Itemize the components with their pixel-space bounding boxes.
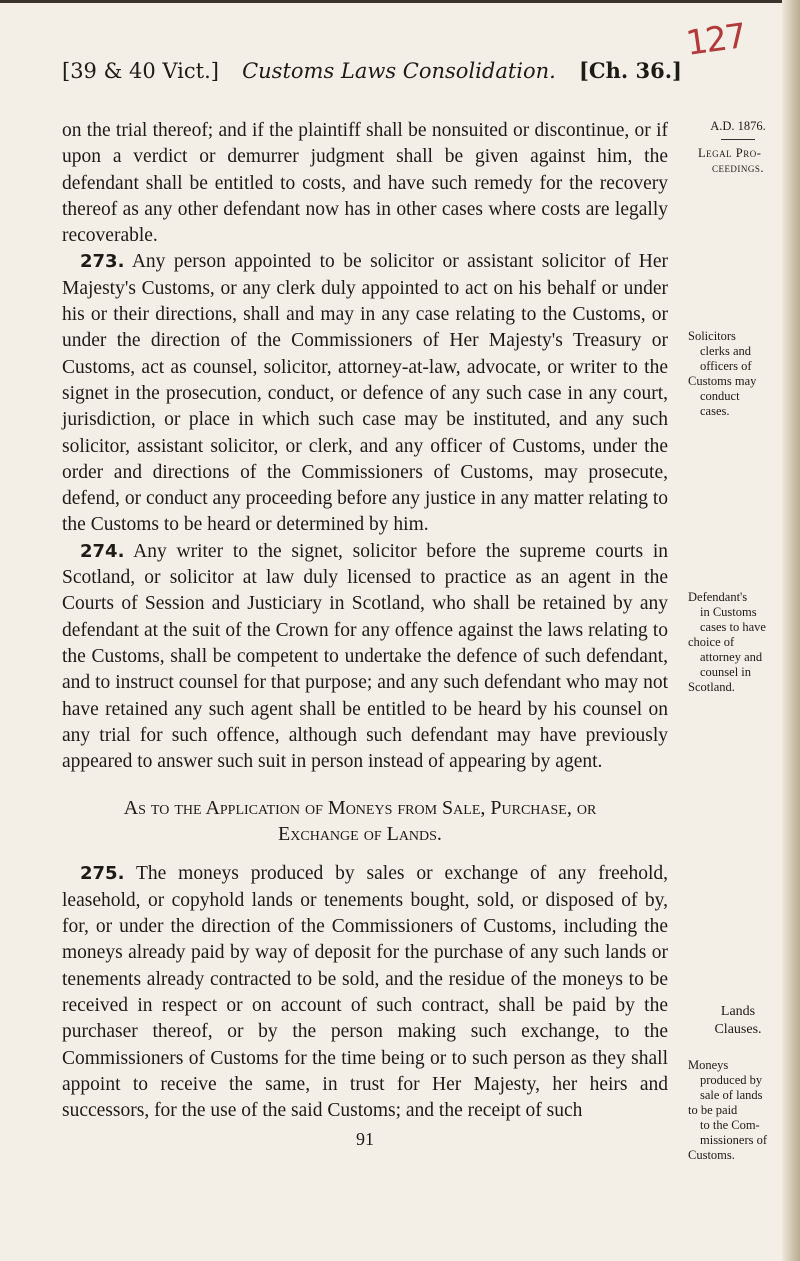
margin-note-lands: [688, 1003, 788, 1039]
handwritten-folio-number: 127: [683, 16, 748, 64]
margin-note-275: [688, 1058, 788, 1163]
chapter-number: [Ch. 36.]: [578, 58, 682, 83]
margin-line: Scotland.: [688, 680, 735, 694]
year-note: A.D. 1876.: [710, 119, 766, 133]
section-text: The moneys produced by sales or exchange of any freehold, leasehold, or copyhold lands or tenements bought, sold, or disposed of by, for, or under the direction of the Commissioners of Customs, including the moneys already paid by way of deposit for the purchase of any such lands or tenements already contracted to be sold, and the residue of the moneys to be received in respect or on account of such contract, shall be paid by the purchaser thereof, or by the person making such exchange, to the Commissioners of Customs for the time being or to such person as they shall appoint to receive the same, in trust for Her Majesty, her heirs and successors, for the use of the said Customs; and the receipt of such: [62, 863, 668, 1122]
margin-line: missioners of: [700, 1133, 768, 1147]
margin-line: clerks and: [700, 344, 752, 358]
main-text: [62, 118, 668, 1153]
margin-line: Solicitors: [688, 329, 736, 343]
section-number: 273.: [80, 251, 125, 273]
margin-rule: [721, 139, 755, 140]
margin-line: sale of lands: [700, 1088, 763, 1102]
margin-line: Defendant's: [688, 590, 748, 604]
section-273: [62, 249, 668, 538]
section-274: [62, 539, 668, 776]
margin-line: attorney and: [700, 650, 763, 664]
section-text: Any person appointed to be solicitor or assistant solicitor of Her Majesty's Customs, or any clerk duly appointed to act on his behalf or under his or their directions, shall and may in any case relating to the Customs, or under the direction of the Commissioners of Her Majesty's Treasury or Customs, act as counsel, solicitor, attorney-at-law, advocate, or writer to the signet in the prosecution, conduct, or defence of any such case in any court, jurisdiction, or place in which such case may be instituted, and any such solicitor, assistant solicitor, or clerk, and any officer of Customs, under the order and directions of the Commissioners of Customs, may prosecute, defend, or conduct any proceeding before any justice in any matter relating to the Customs to be heard or determined by him.: [62, 251, 668, 536]
clauses-note: Clauses.: [714, 1022, 762, 1037]
regnal-year: [39 & 40 Vict.]: [62, 59, 219, 83]
margin-line: produced by: [700, 1073, 763, 1087]
continued-paragraph: on the trial thereof; and if the plaintiff shall be nonsuited or discontinue, or if upon a verdict or demurrer judgment shall be given against him, the defendant shall be entitled to costs, and have such remedy for the recovery thereof as any other defendant now has in other cases where costs are legally recoverable.: [62, 120, 668, 247]
margin-line: conduct: [700, 389, 740, 403]
page-number: 91: [356, 1129, 374, 1150]
margin-line: Customs.: [688, 1148, 735, 1162]
margin-note-273: [688, 329, 788, 419]
margin-line: Moneys: [688, 1058, 729, 1072]
lands-note: Lands: [720, 1004, 756, 1019]
top-border: [0, 0, 800, 3]
margin-line: Customs may: [688, 374, 757, 388]
section-text: Any writer to the signet, solicitor before the supreme courts in Scotland, or solicitor at law duly licensed to practice as an agent in the Courts of Session and Justiciary in Scotland, who shall be retained by any defendant at the suit of the Crown for any offence against the laws relating to the Customs, shall be competent to undertake the defence of such defendant, and to instruct counsel for that purpose; and any such defendant who may not have retained any such agent shall be entitled to be heard by his counsel on any trial for such offence, although such defendant may have previously appeared to answer such suit in person instead of appearing by agent.: [62, 540, 668, 773]
running-header: [62, 58, 682, 83]
margin-line: counsel in: [700, 665, 752, 679]
legal-proceedings-note: ceedings.: [711, 161, 765, 175]
act-title: Customs Laws Consolidation.: [242, 59, 556, 83]
margin-line: cases.: [700, 404, 730, 418]
heading-line: As to the Application of Moneys from Sale, Purchase, or: [123, 797, 597, 820]
section-number: 274.: [80, 540, 125, 562]
margin-note-274: [688, 590, 788, 695]
margin-line: to be paid: [688, 1103, 738, 1117]
margin-note-date: [688, 119, 788, 176]
part-heading: [62, 795, 668, 847]
section-275: [62, 861, 668, 1124]
margin-line: in Customs: [700, 605, 757, 619]
margin-line: cases to have: [700, 620, 766, 634]
margin-line: officers of: [700, 359, 752, 373]
legal-proceedings-note: Legal Pro-: [698, 146, 762, 160]
margin-line: to the Com-: [700, 1118, 760, 1132]
section-number: 275.: [80, 863, 125, 885]
heading-line: Exchange of Lands.: [278, 823, 442, 846]
margin-line: choice of: [688, 635, 735, 649]
